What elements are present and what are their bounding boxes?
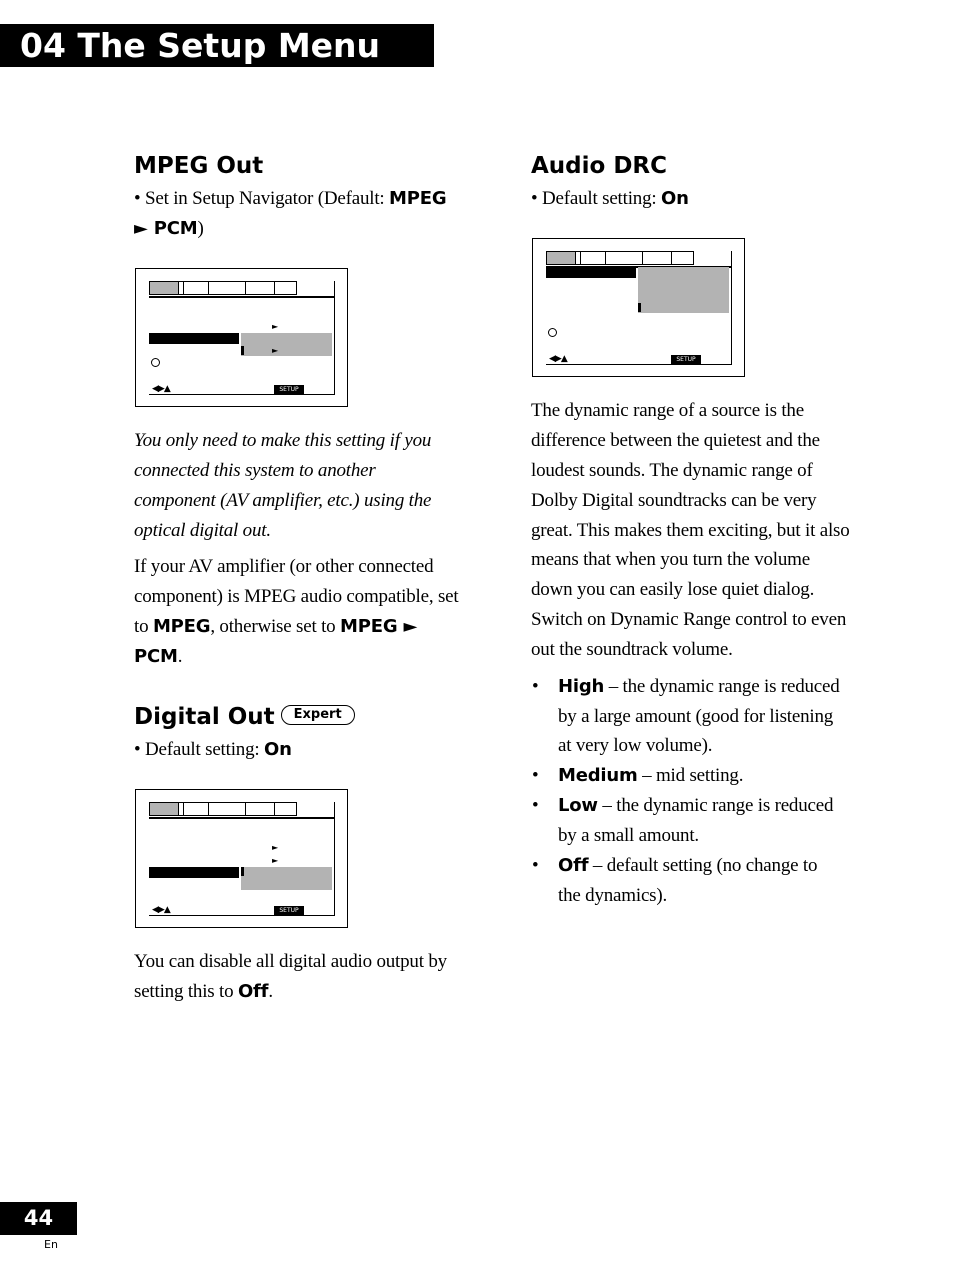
option-mpeg: MPEG [152,616,211,637]
option-high-line3: at very low volume). [558,735,713,756]
screen-tab-fold [274,281,297,295]
screen-tab [605,251,643,265]
screen-tab-active [149,802,179,816]
mpeg-out-note-line1: You only need to make this setting if you [134,430,432,451]
audio-drc-para-line: means that when you turn the volume [531,549,810,570]
screen-tabs [546,251,696,265]
option-pcm: PCM [134,646,178,667]
option-off-label: Off [558,855,589,876]
audio-drc-para-line: loudest sounds. The dynamic range of [531,460,813,481]
screen-tab [245,281,275,295]
digital-out-body-line2 [134,977,273,1007]
screen-tab-fold [274,802,297,816]
audio-drc-heading: Audio DRC [531,153,668,179]
text-run: • Default setting: [531,188,662,209]
option-medium-line1 [558,761,743,791]
screen-setup-label: SETUP [274,906,304,915]
audio-drc-para-line: The dynamic range of a source is the [531,400,804,421]
screen-arrow-icon: ► [272,843,279,852]
digital-out-default-line [134,735,292,765]
screen-tab-active [149,281,179,295]
screen-divider [149,296,335,298]
text-run: to [134,616,153,637]
screen-cursor [241,867,244,876]
screen-options-box [241,333,332,356]
text-run: – the dynamic range is reduced [604,676,840,697]
audio-drc-para-line: great. This makes them exciting, but it also [531,520,850,541]
mpeg-out-body-line1: If your AV amplifier (or other connected [134,556,434,577]
mpeg-out-note-line2: connected this system to another [134,460,376,481]
page-header-title: 04 The Setup Menu [0,24,434,67]
audio-drc-para-line: Dolby Digital soundtracks can be very [531,490,817,511]
screen-tab-fold [671,251,694,265]
mpeg-out-body-line3 [134,612,417,642]
option-mpeg-pcm: MPEG ► [340,616,418,637]
mpeg-out-default-value-b: ► PCM [134,218,198,239]
screen-tab-active [546,251,576,265]
text-run: – the dynamic range is reduced [597,795,834,816]
digital-out-heading-text: Digital Out [134,704,275,730]
text-run: – default setting (no change to [588,855,818,876]
screen-divider [149,817,335,819]
screen-circle-icon [548,328,557,337]
screen-tab [208,281,246,295]
screen-selection-bar [149,867,239,878]
text-run: – mid setting. [637,765,744,786]
screen-nav-icon: ◀▶▲ [549,354,567,364]
digital-out-screen [135,789,348,928]
screen-arrow-icon: ► [272,856,279,865]
audio-drc-para-line: down you can easily lose quiet dialog. [531,579,815,600]
mpeg-out-heading: MPEG Out [134,153,264,179]
bullet-icon: • [532,855,539,876]
mpeg-out-note-line4: optical digital out. [134,520,271,541]
screen-panel [149,802,335,916]
screen-selection-bar [149,333,239,344]
text-run: • Default setting: [134,739,265,760]
audio-drc-screen [532,238,745,377]
option-low-label: Low [558,795,598,816]
language-label: En [44,1238,58,1251]
text-run: setting this to [134,981,238,1002]
screen-options-box [638,267,729,313]
mpeg-out-default-prefix: • Set in Setup Navigator (Default: [134,188,390,209]
mpeg-out-screen [135,268,348,407]
text-run: , otherwise set to [210,616,341,637]
digital-out-heading [134,703,355,731]
screen-setup-label: SETUP [274,385,304,394]
screen-tab [642,251,672,265]
screen-panel [149,281,335,395]
screen-tabs [149,802,299,816]
option-off-line1 [558,851,817,881]
screen-tab [245,802,275,816]
bullet-icon: • [532,676,539,697]
screen-setup-label: SETUP [671,355,701,364]
expert-badge: Expert [281,705,355,725]
screen-tab [183,802,209,816]
mpeg-out-default-line2 [134,214,204,244]
mpeg-out-default-line1 [134,184,446,214]
option-low-line2: by a small amount. [558,825,699,846]
bullet-icon: • [532,765,539,786]
screen-tab [208,802,246,816]
mpeg-out-body-line4 [134,642,182,672]
screen-tab [580,251,606,265]
screen-options-box [241,867,332,890]
audio-drc-default-line [531,184,689,214]
mpeg-out-default-suffix: ) [197,218,204,239]
text-run: . [177,646,183,667]
screen-nav-icon: ◀▶▲ [152,905,170,915]
screen-tab [183,281,209,295]
mpeg-out-body-line2: component) is MPEG audio compatible, set [134,586,459,607]
digital-out-default-value: On [264,739,292,760]
screen-circle-icon [151,358,160,367]
screen-cursor [638,303,641,312]
screen-nav-icon: ◀▶▲ [152,384,170,394]
option-off: Off [237,981,269,1002]
option-high-line1 [558,672,840,702]
mpeg-out-note-line3: component (AV amplifier, etc.) using the [134,490,432,511]
audio-drc-para-line: Switch on Dynamic Range control to even [531,609,847,630]
page-number: 44 [0,1202,77,1235]
screen-selection-bar [546,267,636,278]
audio-drc-default-value: On [661,188,689,209]
mpeg-out-default-value-a: MPEG [389,188,447,209]
screen-cursor [241,346,244,355]
option-high-line2: by a large amount (good for listening [558,706,834,727]
digital-out-body-line1: You can disable all digital audio output by [134,951,447,972]
option-off-line2: the dynamics). [558,885,668,906]
option-medium-label: Medium [558,765,638,786]
text-run: . [268,981,273,1002]
audio-drc-para-line: difference between the quietest and the [531,430,820,451]
option-low-line1 [558,791,833,821]
screen-tabs [149,281,299,295]
option-high-label: High [558,676,605,697]
bullet-icon: • [532,795,539,816]
audio-drc-para-line: out the soundtrack volume. [531,639,733,660]
screen-arrow-icon: ► [272,322,279,331]
screen-arrow-icon: ► [272,346,279,355]
screen-panel [546,251,732,365]
